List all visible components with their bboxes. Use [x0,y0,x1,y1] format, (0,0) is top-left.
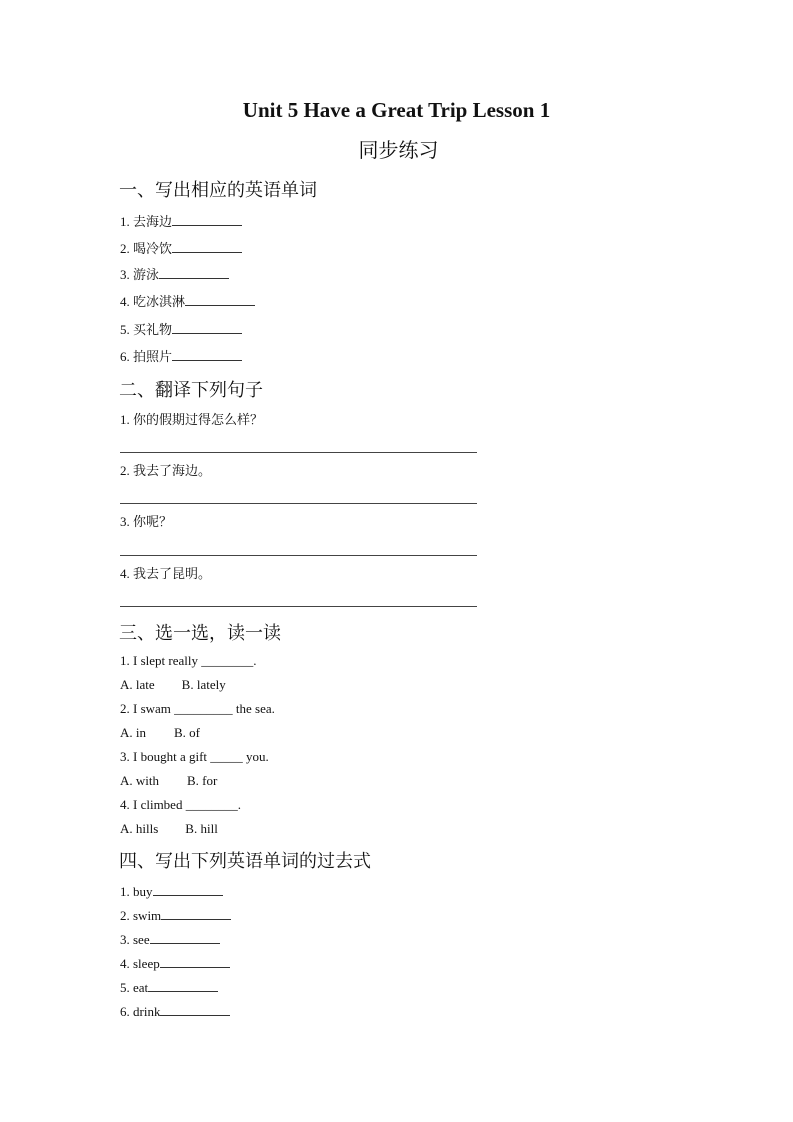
choice-options-2 [120,725,200,741]
item-text: 你呢？ [133,514,173,529]
choice-options-1 [120,677,226,693]
item-text: 买礼物 [133,322,173,337]
section-1-heading: 一、写出相应的英语单词 [119,180,317,201]
item-number: 4. [120,956,130,971]
item-number: 1. [120,412,130,427]
option-b[interactable]: B. hill [185,821,218,836]
section-3-heading: 三、选一选，读一读 [119,623,281,644]
item-text: eat [133,980,149,995]
choice-question-2: 2. I swam _________ the sea. [120,701,275,716]
choice-question-3: 3. I bought a gift _____ you. [120,749,269,764]
answer-line[interactable] [120,555,477,556]
past-tense-item-4 [120,955,230,972]
item-number: 6. [120,1004,130,1019]
translate-item-3 [120,514,172,530]
vocab-item-5 [120,321,242,338]
answer-line[interactable] [120,503,477,504]
answer-blank[interactable] [153,883,223,896]
answer-blank[interactable] [172,321,242,334]
translate-item-1 [120,412,263,428]
item-text: sleep [133,956,160,971]
vocab-item-3 [120,266,229,283]
vocab-item-6 [120,348,242,365]
answer-blank[interactable] [161,907,231,920]
answer-blank[interactable] [172,213,242,226]
answer-line[interactable] [120,606,477,607]
answer-blank[interactable] [172,240,242,253]
choice-question-4: 4. I climbed ________. [120,797,241,812]
answer-blank[interactable] [159,266,229,279]
option-a[interactable]: A. late [120,677,155,692]
item-text: drink [133,1004,161,1019]
item-text: 我去了海边。 [133,463,212,478]
item-text: see [133,932,150,947]
item-number: 6. [120,349,130,364]
vocab-item-4 [120,293,255,310]
item-number: 1. [120,214,130,229]
item-number: 3. [120,932,130,947]
past-tense-item-1 [120,883,223,900]
translate-item-4 [120,566,211,582]
option-b[interactable]: B. lately [181,677,226,692]
translate-item-2 [120,463,211,479]
answer-blank[interactable] [148,979,218,992]
answer-blank[interactable] [150,931,220,944]
section-2-heading: 二、翻译下列句子 [119,380,263,401]
answer-blank[interactable] [172,348,242,361]
item-number: 2. [120,908,130,923]
item-number: 2. [120,463,130,478]
item-text: swim [133,908,162,923]
item-text: 吃冰淇淋 [133,294,186,309]
item-number: 1. [120,884,130,899]
item-text: 拍照片 [133,349,173,364]
item-number: 3. [120,267,130,282]
answer-blank[interactable] [185,293,255,306]
item-number: 5. [120,980,130,995]
past-tense-item-6 [120,1003,230,1020]
answer-blank[interactable] [160,1003,230,1016]
past-tense-item-5 [120,979,218,996]
item-text: 你的假期过得怎么样？ [133,412,264,427]
past-tense-item-2 [120,907,231,924]
answer-line[interactable] [120,452,477,453]
item-text: buy [133,884,153,899]
page-title: Unit 5 Have a Great Trip Lesson 1 [242,98,551,122]
choice-question-1: 1. I slept really ________. [120,653,257,668]
item-number: 2. [120,241,130,256]
option-a[interactable]: A. hills [120,821,159,836]
past-tense-item-3 [120,931,220,948]
item-number: 4. [120,566,130,581]
option-a[interactable]: A. with [120,773,159,788]
item-text: 我去了昆明。 [133,566,212,581]
item-number: 4. [120,294,130,309]
choice-options-4 [120,821,218,837]
page-subtitle: 同步练习 [358,138,439,162]
item-number: 5. [120,322,130,337]
vocab-item-2 [120,240,242,257]
option-a[interactable]: A. in [120,725,146,740]
section-4-heading: 四、写出下列英语单词的过去式 [119,851,371,872]
item-text: 去海边 [133,214,173,229]
item-text: 游泳 [133,267,160,282]
option-b[interactable]: B. of [174,725,200,740]
option-b[interactable]: B. for [187,773,218,788]
vocab-item-1 [120,213,242,230]
item-text: 喝冷饮 [133,241,173,256]
choice-options-3 [120,773,217,789]
item-number: 3. [120,514,130,529]
answer-blank[interactable] [160,955,230,968]
